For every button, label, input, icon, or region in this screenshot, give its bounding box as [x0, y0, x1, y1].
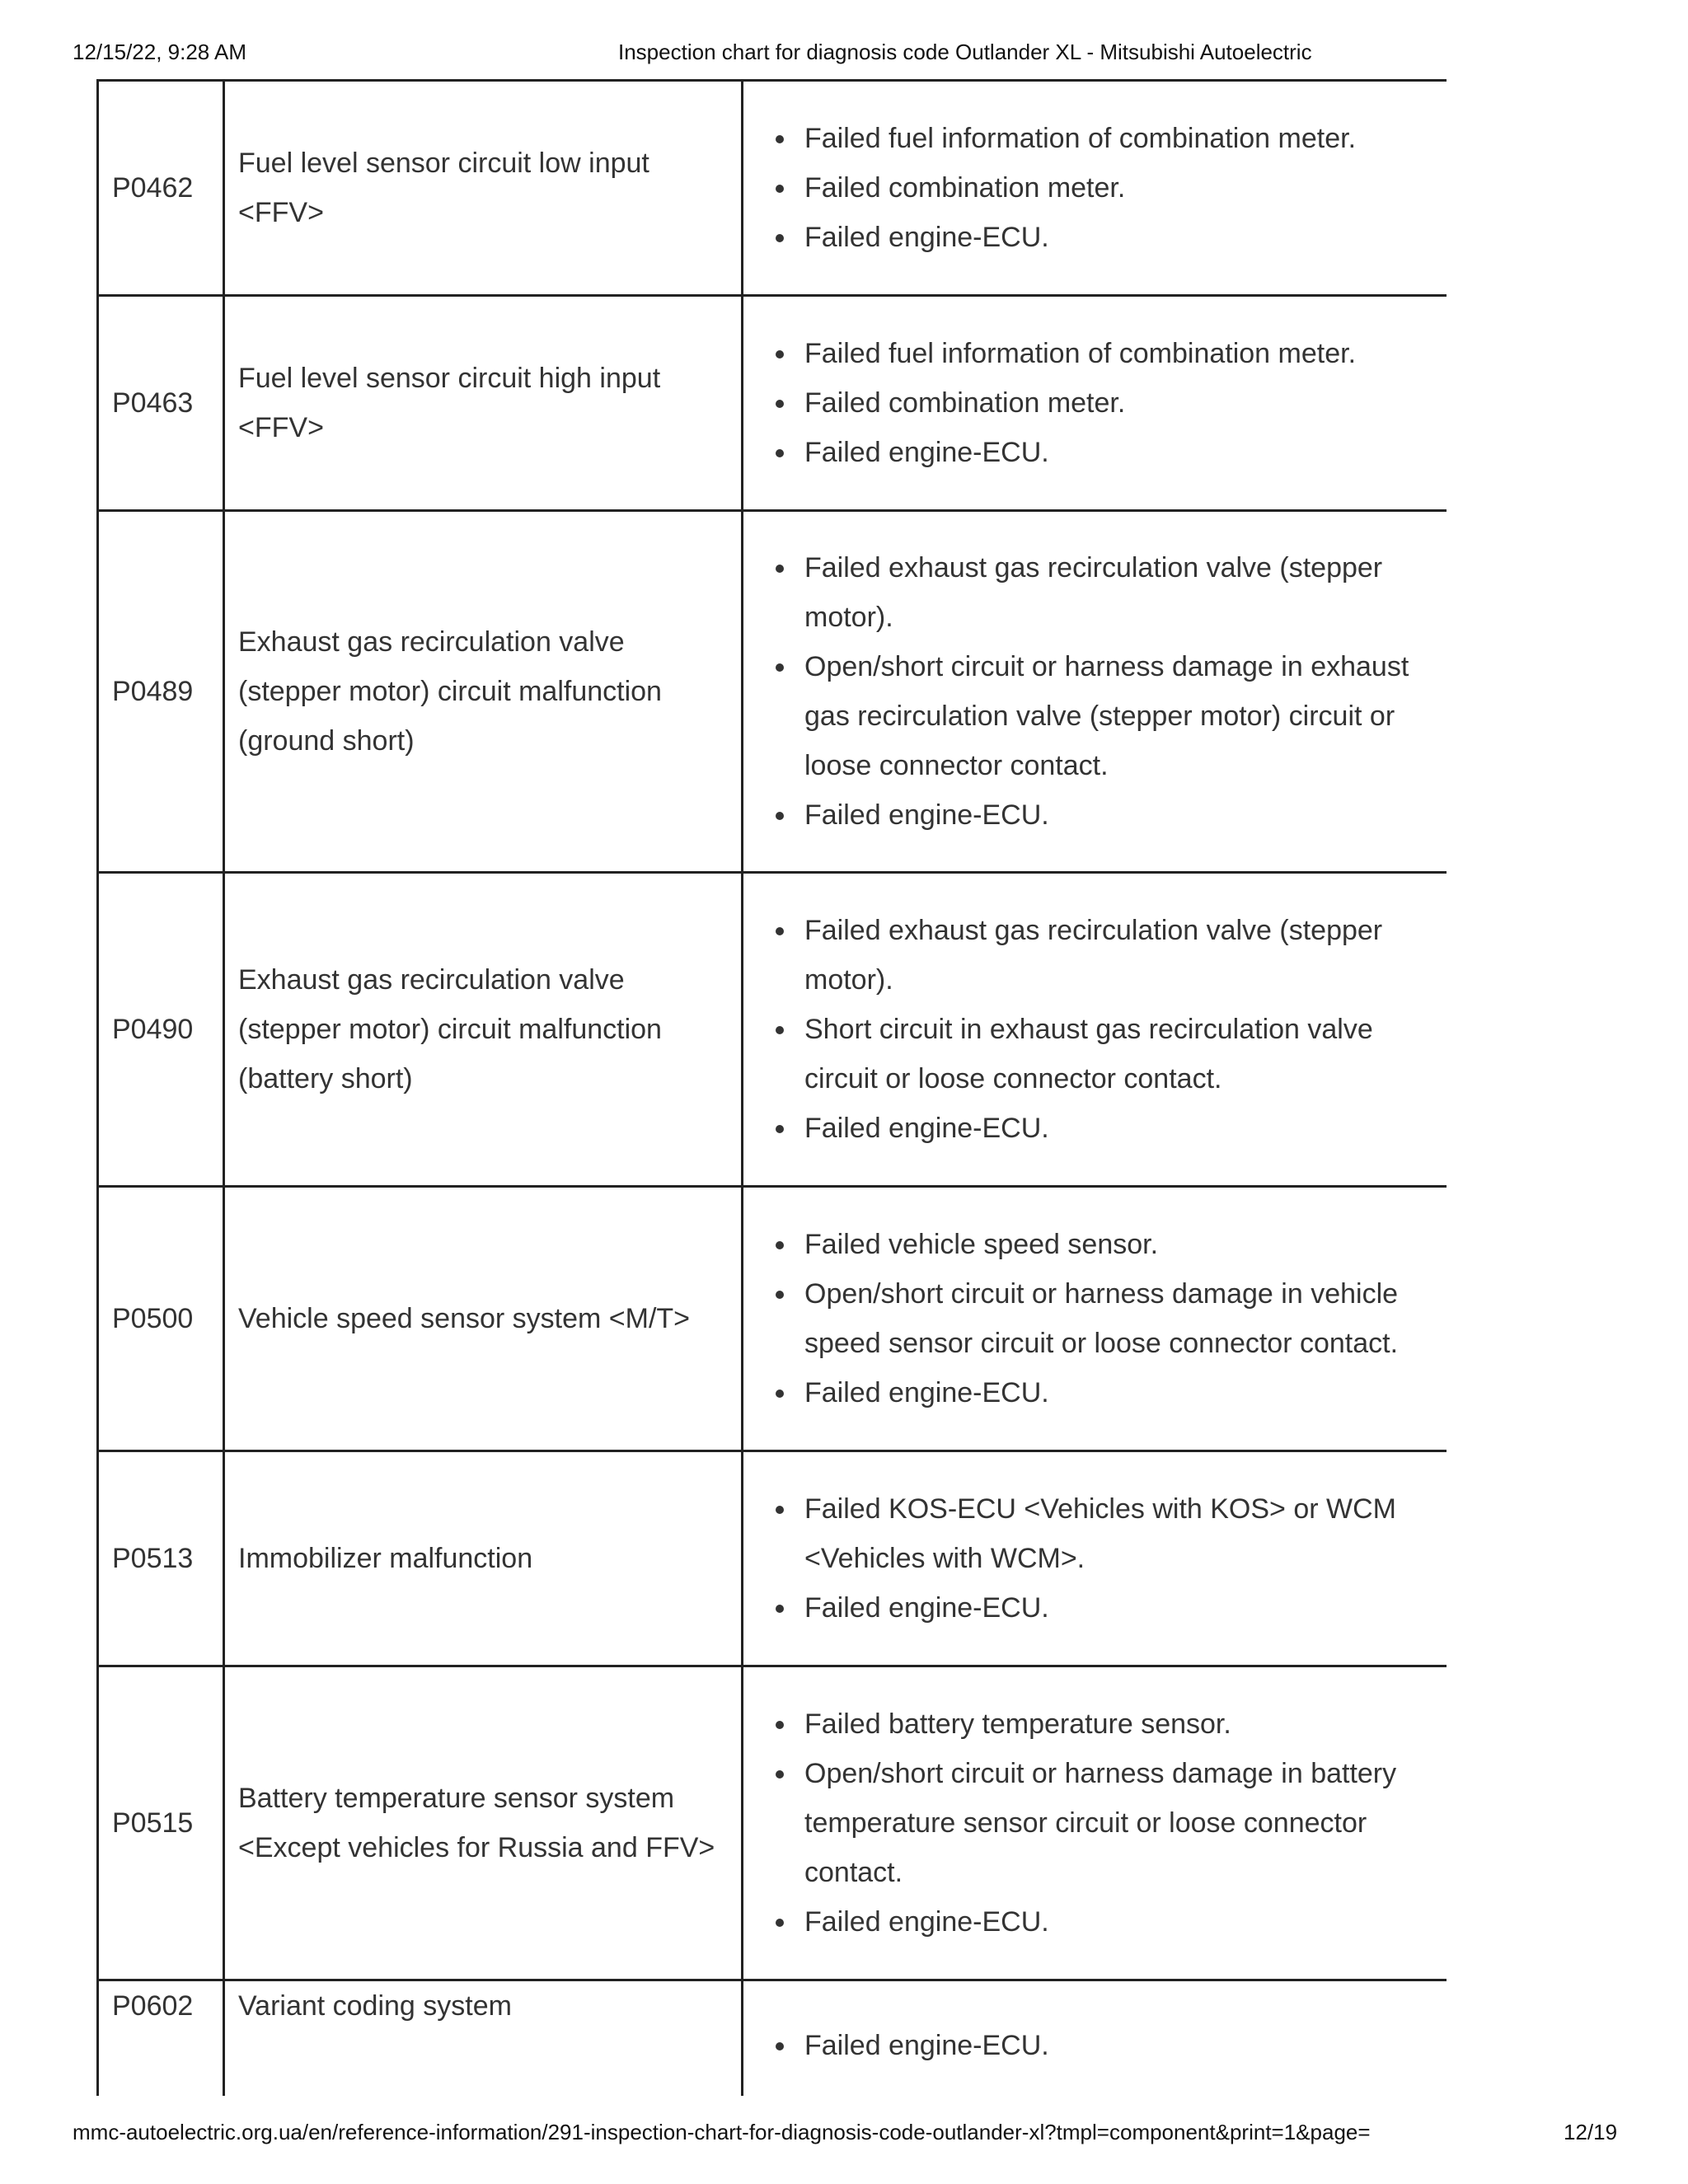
probable-cause-cell — [743, 1666, 1447, 1980]
diagnosis-code-table — [96, 79, 1447, 2096]
diagnosis-item-text: Variant coding system — [238, 1990, 512, 2022]
probable-cause-item: • Open/short circuit or harness damage in vehicle speed sensor circuit or loose connector contact. — [798, 1269, 1433, 1368]
diagnosis-item-text: Exhaust gas recirculation valve — [238, 964, 625, 996]
probable-cause-cell — [743, 511, 1447, 873]
probable-cause-cell — [743, 81, 1447, 296]
probable-cause-cell — [743, 1187, 1447, 1451]
diagnosis-item-text: <FFV> — [238, 197, 324, 228]
probable-cause-cell — [743, 873, 1447, 1187]
probable-cause-item: • Failed fuel information of combination meter. — [798, 114, 1433, 163]
probable-cause-item: • Failed exhaust gas recirculation valve (stepper motor). — [798, 906, 1433, 1005]
probable-cause-list — [757, 906, 1433, 1153]
diagnosis-item-cell — [224, 511, 743, 873]
probable-cause-list — [757, 2021, 1433, 2070]
probable-cause-item: • Failed battery temperature sensor. — [798, 1699, 1433, 1749]
diagnosis-item-text: <FFV> — [238, 412, 324, 443]
diagnosis-item-text: (battery short) — [238, 1063, 413, 1094]
probable-cause-list — [757, 114, 1433, 262]
diagnosis-item-text: (stepper motor) circuit malfunction — [238, 1014, 662, 1045]
diagnosis-item-text: Vehicle speed sensor system <M/T> — [238, 1303, 691, 1334]
probable-cause-item: • Failed engine-ECU. — [798, 1897, 1433, 1947]
probable-cause-item: • Open/short circuit or harness damage in battery temperature sensor circuit or loose connector contact. — [798, 1749, 1433, 1897]
probable-cause-item: • Failed engine-ECU. — [798, 790, 1433, 840]
page-number: 12/19 — [1564, 2120, 1618, 2144]
probable-cause-list — [757, 543, 1433, 840]
diagnosis-item-text: Fuel level sensor circuit high input — [238, 363, 661, 394]
diagnosis-code-cell: P0489 — [98, 511, 224, 873]
page-url: mmc-autoelectric.org.ua/en/reference-information/291-inspection-chart-for-diagnosis-code-outlander-xl?tmpl=component&print=1&page= — [73, 2120, 1371, 2144]
diagnosis-item-text: Immobilizer malfunction — [238, 1543, 533, 1574]
table-row — [98, 81, 1447, 296]
probable-cause-item: • Failed engine-ECU. — [798, 213, 1433, 262]
print-header — [0, 40, 1688, 68]
probable-cause-item: • Failed vehicle speed sensor. — [798, 1220, 1433, 1269]
probable-cause-item: • Failed exhaust gas recirculation valve (stepper motor). — [798, 543, 1433, 642]
diagnosis-code-cell: P0490 — [98, 873, 224, 1187]
probable-cause-item: • Failed engine-ECU. — [798, 428, 1433, 477]
diagnosis-item-cell — [224, 296, 743, 511]
probable-cause-cell — [743, 1451, 1447, 1666]
probable-cause-cell — [743, 296, 1447, 511]
table-row — [98, 296, 1447, 511]
diagnosis-item-text: (ground short) — [238, 725, 415, 757]
diagnosis-item-cell — [224, 1451, 743, 1666]
probable-cause-item: • Failed engine-ECU. — [798, 2021, 1433, 2070]
diagnosis-item-text: (stepper motor) circuit malfunction — [238, 676, 662, 707]
inspection-table-container — [96, 79, 1447, 2108]
table-row — [98, 1666, 1447, 1980]
diagnosis-code-cell: P0515 — [98, 1666, 224, 1980]
diagnosis-item-cell — [224, 873, 743, 1187]
diagnosis-code-cell: P0463 — [98, 296, 224, 511]
diagnosis-code-table-body — [98, 81, 1447, 2096]
probable-cause-item: • Open/short circuit or harness damage in exhaust gas recirculation valve (stepper motor) circuit or loose connector contact. — [798, 642, 1433, 790]
print-date-time: 12/15/22, 9:28 AM — [73, 40, 247, 64]
diagnosis-item-text: Battery temperature sensor system — [238, 1783, 675, 1814]
probable-cause-item: • Failed engine-ECU. — [798, 1104, 1433, 1153]
probable-cause-item: • Failed engine-ECU. — [798, 1368, 1433, 1418]
probable-cause-list — [757, 329, 1433, 477]
probable-cause-cell — [743, 1980, 1447, 2096]
diagnosis-code-cell: P0462 — [98, 81, 224, 296]
print-footer — [0, 2120, 1688, 2148]
diagnosis-code-cell: P0513 — [98, 1451, 224, 1666]
probable-cause-item: • Failed engine-ECU. — [798, 1583, 1433, 1633]
diagnosis-item-cell — [224, 1666, 743, 1980]
probable-cause-list — [757, 1220, 1433, 1418]
diagnosis-code-cell: P0602 — [98, 1980, 224, 2096]
probable-cause-item: • Failed combination meter. — [798, 378, 1433, 428]
diagnosis-item-text: Exhaust gas recirculation valve — [238, 626, 625, 658]
probable-cause-list — [757, 1699, 1433, 1947]
table-row — [98, 873, 1447, 1187]
probable-cause-item: • Short circuit in exhaust gas recirculation valve circuit or loose connector contact. — [798, 1005, 1433, 1104]
probable-cause-item: • Failed fuel information of combination meter. — [798, 329, 1433, 378]
table-row — [98, 1187, 1447, 1451]
probable-cause-item: • Failed KOS-ECU <Vehicles with KOS> or WCM <Vehicles with WCM>. — [798, 1484, 1433, 1583]
table-row — [98, 1980, 1447, 2096]
document-title: Inspection chart for diagnosis code Outlander XL - Mitsubishi Autoelectric — [618, 40, 1312, 64]
diagnosis-item-text: Fuel level sensor circuit low input — [238, 148, 649, 179]
diagnosis-item-cell — [224, 81, 743, 296]
probable-cause-list — [757, 1484, 1433, 1633]
diagnosis-code-cell: P0500 — [98, 1187, 224, 1451]
diagnosis-item-text: <Except vehicles for Russia and FFV> — [238, 1832, 715, 1863]
diagnosis-item-cell — [224, 1980, 743, 2096]
table-row — [98, 1451, 1447, 1666]
probable-cause-item: • Failed combination meter. — [798, 163, 1433, 213]
diagnosis-item-cell — [224, 1187, 743, 1451]
table-row — [98, 511, 1447, 873]
